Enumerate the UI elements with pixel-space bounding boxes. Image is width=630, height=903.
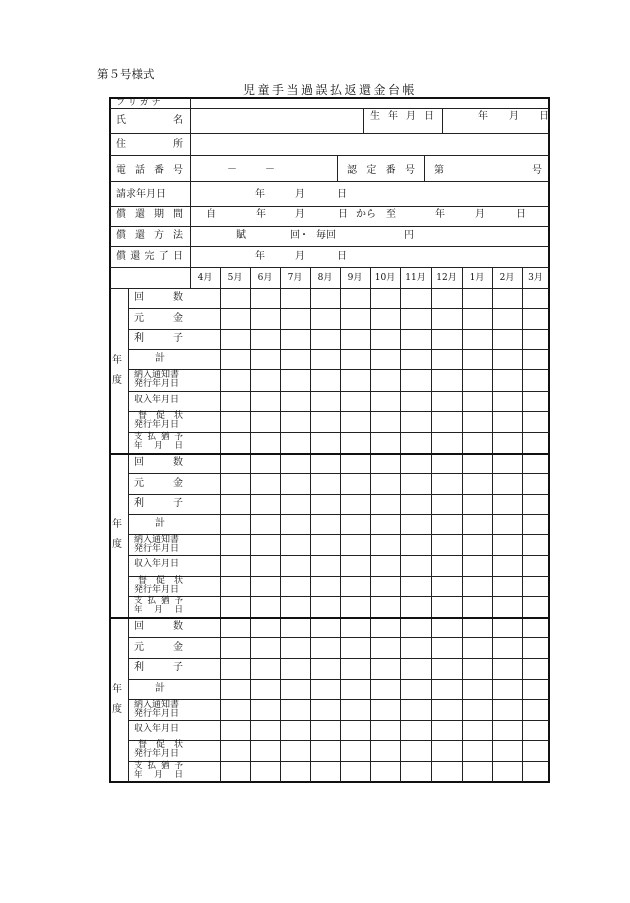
birth-label-char: 生 [370, 111, 380, 122]
year-row-line [128, 699, 549, 700]
cert-prefix: 第 [434, 165, 444, 176]
row-principal-label-char: 元 [134, 478, 144, 489]
month-column-line [431, 267, 432, 782]
furigana-divider [110, 108, 549, 109]
period-label-char: 還 [135, 209, 145, 220]
row-count-label-char: 回 [134, 457, 144, 468]
row-principal-label-char: 金 [173, 313, 183, 324]
row-deferral-label-1-char: 猶 [160, 761, 170, 771]
period-from-year: 年 [256, 209, 266, 220]
header-row-line [110, 206, 549, 207]
claim-month-unit: 月 [295, 189, 305, 200]
row-interest-label-char: 利 [134, 333, 144, 344]
year-char-nen: 年 [112, 354, 122, 366]
period-label-char: 間 [173, 209, 183, 220]
birth-year-unit: 年 [478, 111, 488, 122]
row-interest-label-char: 子 [173, 662, 183, 673]
row-receipt-label: 収入年月日 [134, 724, 180, 734]
birth-label [370, 112, 434, 122]
year-row-line [128, 761, 549, 762]
method-label-char: 方 [154, 230, 164, 241]
method-label [116, 231, 183, 241]
row-deferral-label-1-char: 猶 [160, 432, 170, 442]
row-notice-label-1: 納入通知書 [134, 535, 180, 545]
birth-label-divider-right [442, 108, 443, 133]
birth-month-unit: 月 [509, 111, 519, 122]
ledger-title: 児童手当過誤払返還金台帳 [242, 83, 417, 97]
row-reminder-label-1-char: 督 [138, 576, 148, 586]
row-notice-label-1: 納入通知書 [134, 370, 180, 380]
month-column-line [400, 267, 401, 782]
claim-year-unit: 年 [255, 189, 265, 200]
row-deferral-label-2-char: 月 [154, 770, 163, 780]
row-interest-label-char: 子 [173, 333, 183, 344]
cert-label-char: 号 [404, 165, 415, 176]
period-from-month: 月 [295, 209, 305, 220]
month-header: 11月 [405, 273, 426, 283]
row-total-label: 計 [155, 353, 165, 364]
row-interest-label-char: 利 [134, 662, 144, 673]
row-reminder-label-1-char: 促 [155, 740, 165, 750]
completed-label-char: 完 [144, 251, 155, 262]
header-row-line [110, 155, 549, 156]
month-header: 4月 [197, 273, 213, 283]
year-row-line [128, 658, 549, 659]
claim-day-unit: 日 [337, 189, 347, 200]
completed-year-unit: 年 [255, 251, 265, 262]
month-column-line [280, 267, 281, 782]
row-notice-label-1: 納入通知書 [134, 700, 180, 710]
method-label-char: 還 [135, 230, 145, 241]
row-reminder-label-1-char: 状 [173, 740, 183, 750]
row-total-label: 計 [155, 683, 165, 694]
month-header: 12月 [436, 273, 457, 283]
row-deferral-label-1-char: 支 [134, 432, 143, 442]
phone-dash: － [265, 164, 275, 175]
row-principal-label-char: 金 [173, 478, 183, 489]
phone-label-char: 番 [154, 165, 164, 176]
row-reminder-label-2: 発行年月日 [134, 749, 180, 759]
period-label-char: 期 [154, 209, 164, 220]
row-count-label-char: 数 [173, 292, 183, 303]
month-header: 3月 [528, 273, 543, 283]
phone-label-char: 話 [135, 165, 145, 176]
phone-dash: － [227, 164, 237, 175]
header-row-line [110, 226, 549, 227]
month-header: 6月 [257, 273, 273, 283]
month-column-line [340, 267, 341, 782]
row-count-label-char: 回 [134, 292, 144, 303]
period-to-year: 年 [435, 209, 445, 220]
row-reminder-label-1-char: 督 [138, 411, 148, 421]
header-row-line [110, 246, 549, 247]
row-count-label-char: 回 [134, 621, 144, 632]
month-column-line [370, 267, 371, 782]
month-header: 10月 [374, 273, 396, 283]
year-row-line [128, 596, 549, 597]
year-row-line [128, 411, 549, 412]
row-deferral-label-1-char: 払 [147, 761, 156, 771]
row-principal-label-char: 元 [134, 313, 144, 324]
year-row-line [128, 555, 549, 556]
year-char-nen: 年 [112, 519, 122, 530]
cert-label-char: 認 [347, 165, 357, 176]
row-interest-label-char: 利 [134, 498, 144, 509]
row-principal-label [134, 643, 183, 653]
month-column-line [310, 267, 311, 782]
month-header: 2月 [499, 273, 515, 283]
header-row-line [110, 133, 549, 134]
year-block-divider [110, 453, 549, 455]
row-principal-label-char: 金 [173, 642, 183, 653]
row-notice-label-2: 発行年月日 [134, 544, 180, 554]
period-to-month: 月 [475, 209, 485, 220]
claim-date-label: 請求年月日 [116, 189, 166, 200]
year-column-divider [128, 288, 129, 782]
month-header-bottom [110, 288, 549, 289]
month-column-line [462, 267, 463, 782]
year-row-line [128, 391, 549, 392]
year-char-do: 度 [112, 703, 122, 715]
row-deferral-label-1-char: 払 [147, 596, 156, 606]
method-each: 毎回 [316, 230, 336, 241]
address-label-char: 所 [173, 139, 183, 150]
period-to: 至 [386, 209, 396, 220]
year-row-line [128, 637, 549, 638]
month-header: 1月 [469, 273, 485, 283]
label-column-divider [190, 98, 191, 288]
furigana-label: フ リ ガ ナ [116, 98, 161, 108]
phone-label [116, 166, 183, 176]
row-reminder-label-1-char: 状 [173, 576, 183, 586]
completed-day-unit: 日 [337, 251, 347, 262]
row-deferral-label-1-char: 支 [134, 761, 143, 771]
period-from-day: 日 [338, 209, 348, 220]
method-dot: ・ [299, 230, 309, 241]
year-row-line [128, 369, 549, 370]
phone-label-char: 号 [173, 165, 183, 176]
row-count-label [134, 293, 183, 303]
row-receipt-label: 収入年月日 [134, 395, 180, 405]
year-row-line [128, 576, 549, 577]
row-interest-label [134, 499, 183, 509]
row-principal-label [134, 479, 183, 489]
period-label-char: 償 [116, 209, 126, 220]
completed-label-char: 還 [130, 251, 141, 262]
row-reminder-label-1-char: 督 [138, 740, 148, 750]
year-row-line [128, 740, 549, 741]
method-kai: 回 [290, 230, 300, 241]
address-label [116, 140, 183, 150]
row-reminder-label-2: 発行年月日 [134, 420, 180, 430]
row-deferral-label-1-char: 予 [174, 761, 183, 771]
row-principal-label-char: 元 [134, 642, 144, 653]
year-row-line [128, 679, 549, 680]
year-block-divider [110, 617, 549, 619]
row-count-label-char: 数 [173, 621, 183, 632]
row-receipt-label: 収入年月日 [134, 559, 180, 569]
row-reminder-label-1-char: 促 [155, 576, 165, 586]
year-row-line [128, 349, 549, 350]
row-deferral-label-2-char: 日 [174, 605, 183, 615]
row-deferral-label-2-char: 日 [174, 441, 183, 451]
year-row-line [128, 720, 549, 721]
birth-day-unit: 日 [539, 111, 549, 122]
birth-label-char: 月 [406, 111, 416, 122]
row-deferral-label-2 [134, 771, 183, 780]
name-label-char: 名 [173, 115, 183, 126]
completed-month-unit: 月 [295, 251, 305, 262]
year-row-line [128, 308, 549, 309]
row-deferral-label-2-char: 月 [154, 441, 163, 451]
header-row-line [110, 181, 549, 182]
period-label [116, 210, 183, 220]
row-total-label: 計 [155, 518, 165, 529]
cert-label [347, 166, 415, 176]
header-row-line [110, 267, 549, 268]
month-column-line [522, 267, 523, 782]
completed-label-char: 日 [173, 251, 183, 262]
row-deferral-label-2-char: 日 [174, 770, 183, 780]
row-deferral-label-1-char: 払 [147, 432, 156, 442]
year-char-do: 度 [112, 374, 122, 386]
year-row-line [128, 514, 549, 515]
row-deferral-label-2-char: 年 [134, 770, 143, 780]
row-deferral-label-1-char: 猶 [160, 596, 170, 606]
row-reminder-label-2: 発行年月日 [134, 585, 180, 595]
address-label-char: 住 [116, 139, 126, 150]
year-row-line [128, 329, 549, 330]
row-deferral-label-2 [134, 442, 183, 451]
completed-label-char: 了 [158, 251, 169, 262]
birth-label-divider-left [363, 108, 364, 133]
month-header: 7月 [287, 273, 303, 283]
year-row-line [128, 432, 549, 433]
month-header: 5月 [227, 273, 243, 283]
row-principal-label [134, 314, 183, 324]
period-kara: から [356, 209, 376, 220]
row-deferral-label-2-char: 月 [154, 605, 163, 615]
row-deferral-label-2-char: 年 [134, 605, 143, 615]
row-deferral-label-2-char: 年 [134, 441, 143, 451]
row-deferral-label-1-char: 支 [134, 596, 143, 606]
cert-suffix: 号 [532, 165, 542, 176]
row-notice-label-2: 発行年月日 [134, 379, 180, 389]
period-to-day: 日 [516, 209, 526, 220]
method-fu: 賦 [236, 230, 246, 241]
row-interest-label [134, 663, 183, 673]
cert-label-char: 定 [366, 165, 377, 176]
name-label [116, 116, 183, 126]
month-column-line [492, 267, 493, 782]
row-reminder-label-1-char: 状 [173, 411, 183, 421]
completed-label-char: 償 [116, 251, 126, 262]
cert-label-divider-left [337, 155, 338, 181]
month-header: 8月 [317, 273, 333, 283]
year-row-line [128, 534, 549, 535]
cert-label-char: 番 [385, 165, 396, 176]
birth-label-char: 日 [424, 111, 434, 122]
phone-label-char: 電 [116, 165, 126, 176]
year-char-do: 度 [112, 539, 122, 550]
method-yen: 円 [404, 230, 414, 241]
birth-label-char: 年 [388, 111, 398, 122]
row-deferral-label-1-char: 予 [174, 432, 183, 442]
form-number: 第５号様式 [97, 67, 155, 81]
month-header: 9月 [347, 273, 363, 283]
method-label-char: 法 [173, 230, 183, 241]
row-notice-label-2: 発行年月日 [134, 709, 180, 719]
cert-label-divider-right [424, 155, 425, 181]
row-count-label [134, 622, 183, 632]
year-char-nen: 年 [112, 683, 122, 695]
row-interest-label-char: 子 [173, 498, 183, 509]
period-from: 自 [206, 209, 216, 220]
row-deferral-label-2 [134, 606, 183, 615]
name-label-char: 氏 [116, 115, 126, 126]
row-interest-label [134, 334, 183, 344]
year-row-line [128, 494, 549, 495]
month-column-line [220, 267, 221, 782]
row-reminder-label-1-char: 促 [155, 411, 165, 421]
method-label-char: 償 [116, 230, 126, 241]
row-deferral-label-1-char: 予 [174, 596, 183, 606]
row-count-label [134, 458, 183, 468]
row-count-label-char: 数 [173, 457, 183, 468]
year-row-line [128, 473, 549, 474]
completed-label [116, 252, 183, 262]
month-column-line [250, 267, 251, 782]
